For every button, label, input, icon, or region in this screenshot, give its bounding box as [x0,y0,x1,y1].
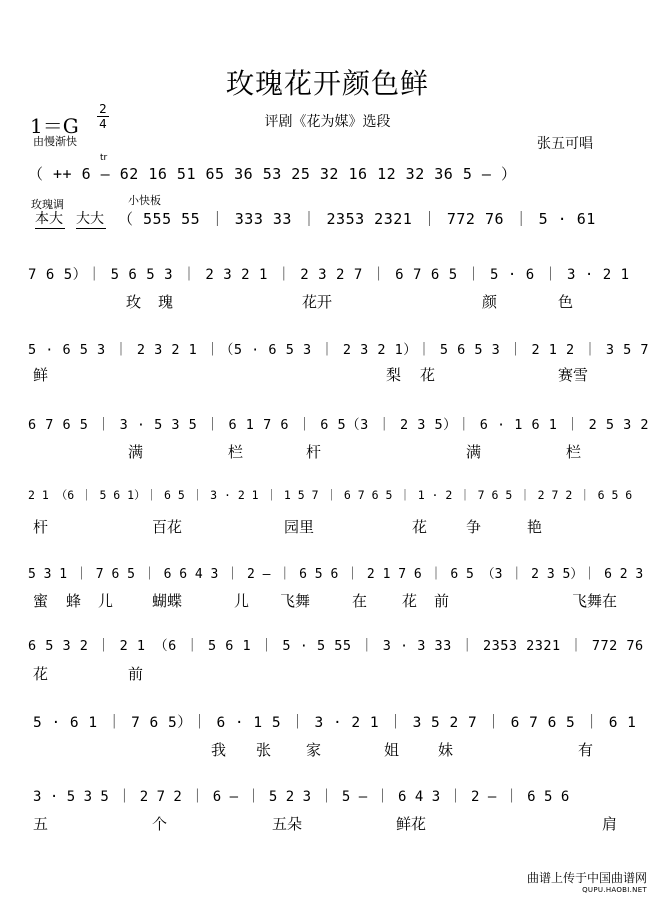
underline [35,228,65,229]
lyric: 姐 [384,741,400,759]
lyric: 蜂 [66,592,82,610]
score-line-7: 5 3 1 ｜ 7 6 5 ｜ 6 6 4 3 ｜ 2 – ｜ 6 5 6 ｜ 2 1 7 6 ｜ 6 5 （3 ｜ 2 3 5）｜ 6 2 3 [28,567,644,582]
tempo-marking: 由慢渐快 [33,135,77,148]
score-line-6: 2 1 （6 ｜ 5 6 1）｜ 6 5 ｜ 3 · 2 1 ｜ 1 5 7 ｜ 6 7 6 5 ｜ 1 · 2 ｜ 7 6 5 ｜ 2 7 2 ｜ 6 5 6 [28,488,633,502]
lyric: 百花 [152,518,183,536]
lyric: 蜜 [33,592,49,610]
lyric: 五 [33,815,49,833]
score-line-4: 5 · 6 5 3 ｜ 2 3 2 1 ｜（5 · 6 5 3 ｜ 2 3 2 1）｜ 5 6 5 3 ｜ 2 1 2 ｜ 3 5 7 [28,342,650,358]
watermark-en: QUPU.HAOBI.NET [582,886,647,894]
score-line-8: 6 5 3 2 ｜ 2 1 （6 ｜ 5 6 1 ｜ 5 · 5 55 ｜ 3 · 3 33 ｜ 2353 2321 ｜ 772 76 [28,638,644,654]
lyric: 花 [33,665,49,683]
lyric: 家 [306,741,322,759]
lyric: 前 [128,665,144,683]
lyric: 鲜 [33,366,49,384]
lyric: 飞舞在 [572,592,618,610]
time-signature-top: 2 [99,102,107,116]
time-signature-bottom: 4 [99,117,107,131]
trill-mark: tr [100,153,108,163]
beat-label-b: 大大 [76,211,104,227]
lyric: 梨 [386,366,402,384]
lyric: 色 [558,293,574,311]
lyric: 花 [402,592,418,610]
score-line-5: 6 7 6 5 ｜ 3 · 5 3 5 ｜ 6 1 7 6 ｜ 6 5（3 ｜ 2 3 5）｜ 6 · 1 6 1 ｜ 2 5 3 2 [28,417,650,433]
lyric: 争 [466,518,482,536]
lyric: 有 [578,741,594,759]
lyric: 瑰 [158,293,174,311]
lyric: 花 [420,366,436,384]
lyric: 我 [211,741,227,759]
beat-label-a: 本大 [35,211,63,227]
lyric: 园里 [284,518,315,536]
lyric: 张 [256,741,272,759]
page-title: 玫瑰花开颜色鲜 [225,67,429,100]
lyric: 栏 [566,443,582,461]
lyric: 肩 [602,815,618,833]
lyric: 赛雪 [558,366,589,384]
lyric: 五朵 [272,815,303,833]
score-line-9: 5 · 6 1 ｜ 7 6 5）｜ 6 · 1 5 ｜ 3 · 2 1 ｜ 3 5 2 7 ｜ 6 7 6 5 ｜ 6 1 [33,715,637,731]
lyric: 花 [412,518,428,536]
lyric: 儿 [98,592,114,610]
subtitle: 评剧《花为媒》选段 [264,114,391,130]
beat-change-label: 小快板 [128,194,161,207]
tune-label: 玫瑰调 [31,198,64,211]
lyric: 在 [352,592,368,610]
lyric: 杆 [33,518,49,536]
score-line-3: 7 6 5）｜ 5 6 5 3 ｜ 2 3 2 1 ｜ 2 3 2 7 ｜ 6 7 6 5 ｜ 5 · 6 ｜ 3 · 2 1 [28,267,630,283]
lyric: 妹 [438,741,454,759]
lyric: 玫 [126,293,142,311]
lyric: 儿 [234,592,250,610]
lyric: 满 [466,443,482,461]
singer-credit: 张五可唱 [537,136,593,152]
underline [76,228,106,229]
watermark-cn: 曲谱上传于中国曲谱网 [526,871,647,885]
lyric: 杆 [306,443,322,461]
lyric: 艳 [527,518,543,536]
lyric: 个 [152,815,168,833]
score-line-2: （ 555 55 ｜ 333 33 ｜ 2353 2321 ｜ 772 76 ｜ 5 · 61 [118,210,596,228]
lyric: 满 [128,443,144,461]
lyric: 蝴蝶 [152,592,183,610]
lyric: 颜 [482,293,498,311]
score-line-1: （ ++ 6 – 62 16 51 65 36 53 25 32 16 12 32 36 5 – ） [28,165,517,183]
score-line-10: 3 · 5 3 5 ｜ 2 7 2 ｜ 6 – ｜ 5 2 3 ｜ 5 – ｜ 6 4 3 ｜ 2 – ｜ 6 5 6 [33,789,570,805]
watermark [527,872,647,896]
lyric: 栏 [228,443,244,461]
lyric: 飞舞 [280,592,311,610]
lyric: 前 [434,592,450,610]
lyric: 花开 [302,293,333,311]
key-signature: 1＝G [30,114,79,138]
lyric: 鲜花 [396,815,427,833]
